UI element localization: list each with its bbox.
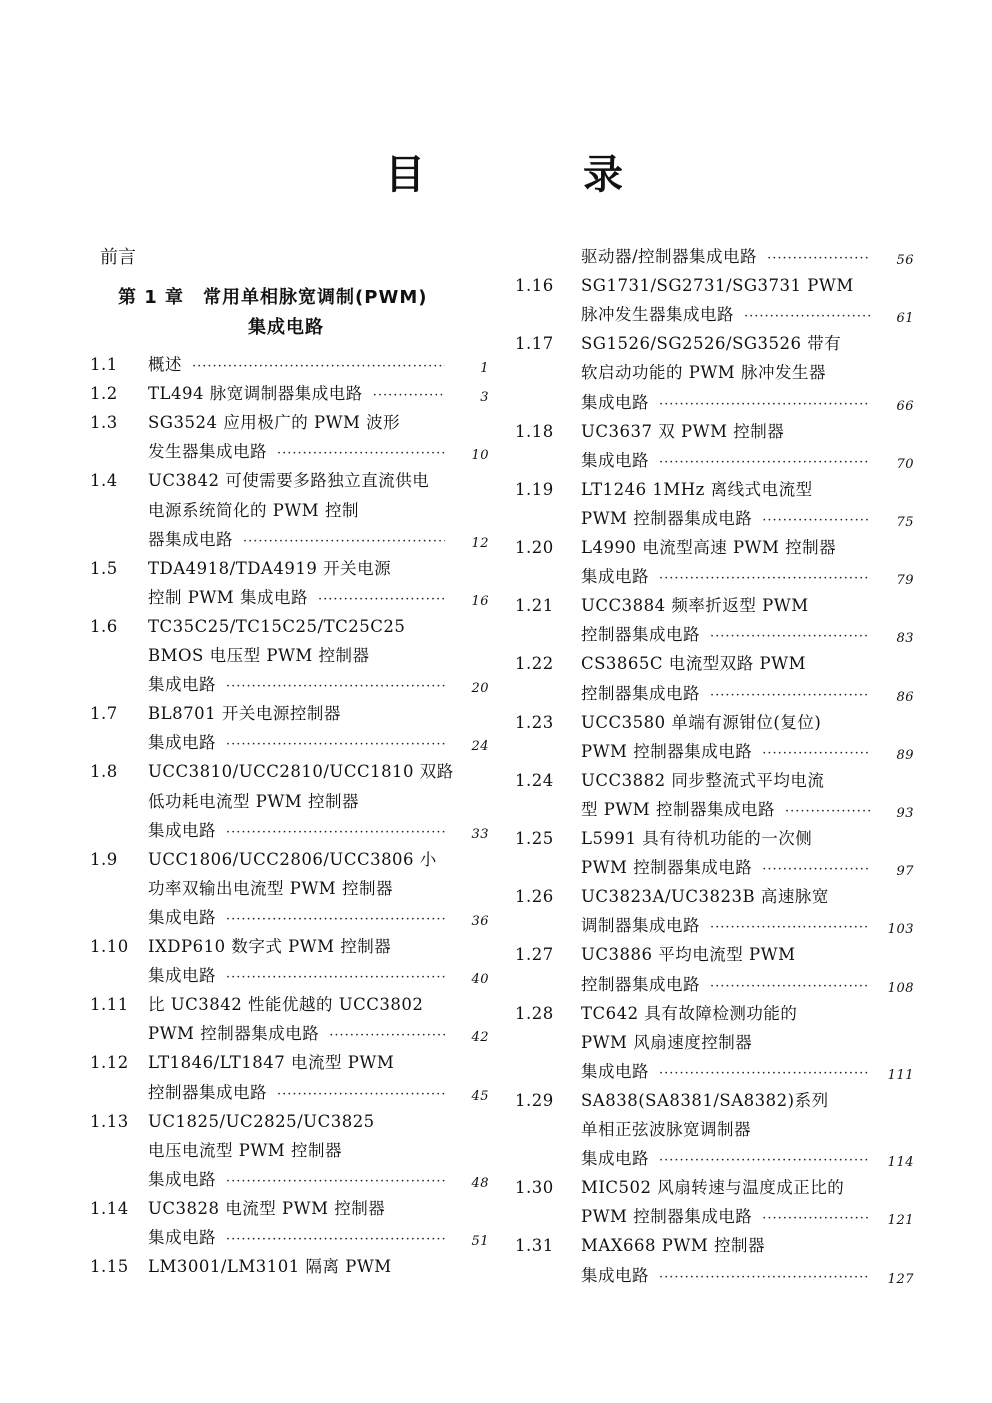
- toc-page-number: 89: [896, 747, 914, 763]
- toc-entry-title: BMOS 电压型 PWM 控制器: [148, 646, 370, 665]
- toc-entry-number: 1.11: [90, 995, 129, 1015]
- preface-entry[interactable]: 前言: [100, 247, 136, 268]
- leader-dots: [710, 620, 870, 649]
- toc-page-number: 93: [896, 805, 914, 821]
- toc-entry-number: 1.23: [515, 712, 554, 732]
- toc-entry-line[interactable]: [90, 670, 489, 699]
- toc-entry-title: 集成电路: [148, 733, 216, 753]
- toc-entry-number: 1.8: [90, 762, 118, 782]
- title-char-1: 目: [385, 152, 425, 198]
- toc-entry-line[interactable]: [515, 1086, 910, 1115]
- toc-page-number: 36: [471, 913, 489, 929]
- toc-entry-line[interactable]: [515, 1231, 910, 1260]
- toc-entry-title: MAX668 PWM 控制器: [581, 1236, 765, 1256]
- toc-entry-title: 比 UC3842 性能优越的 UCC3802: [148, 995, 424, 1015]
- toc-page-number: 83: [896, 631, 914, 647]
- toc-entry-number: 1.27: [515, 945, 554, 965]
- toc-entry-title: 集成电路: [148, 1169, 216, 1189]
- toc-entry-line[interactable]: [515, 446, 914, 475]
- toc-page-number: 48: [471, 1175, 489, 1191]
- toc-entry-line[interactable]: [90, 1136, 485, 1165]
- toc-entry-title: 脉冲发生器集成电路: [581, 305, 734, 325]
- toc-entry-title: UC3886 平均电流型 PWM: [581, 945, 796, 965]
- toc-entry-title: 控制器集成电路: [148, 1082, 267, 1102]
- toc-entry-number: 1.29: [515, 1090, 554, 1110]
- leader-dots: [226, 670, 445, 699]
- leader-dots: [762, 737, 870, 766]
- toc-entry-line[interactable]: [515, 1261, 914, 1290]
- toc-entry-title: PWM 控制器集成电路: [581, 508, 753, 528]
- toc-entry-line[interactable]: [90, 612, 485, 641]
- toc-entry-number: 1.9: [90, 849, 118, 869]
- toc-entry-title: 集成电路: [148, 907, 216, 927]
- leader-dots: [659, 562, 870, 591]
- toc-entry-line[interactable]: [90, 1194, 485, 1223]
- toc-entry-title: TC642 具有故障检测功能的: [581, 1003, 798, 1023]
- toc-entry-line[interactable]: [90, 699, 485, 728]
- toc-entry-title: 电源系统简化的 PWM 控制: [148, 500, 359, 520]
- toc-entry-line[interactable]: [515, 1173, 910, 1202]
- toc-page-number: 103: [887, 922, 914, 938]
- toc-entry-line[interactable]: [90, 466, 485, 495]
- toc-entry-line[interactable]: [515, 358, 910, 387]
- toc-entry-line[interactable]: [90, 1019, 489, 1048]
- leader-dots: [226, 1223, 445, 1252]
- toc-page-number: 70: [896, 456, 914, 472]
- leader-dots: [192, 350, 445, 379]
- toc-entry-line[interactable]: [90, 903, 489, 932]
- toc-entry-title: 控制器集成电路: [581, 974, 700, 994]
- toc-entry-line[interactable]: [90, 787, 485, 816]
- toc-entry-line[interactable]: [90, 583, 489, 612]
- toc-entry-number: 1.7: [90, 704, 118, 724]
- toc-entry-number: 1.2: [90, 384, 118, 404]
- toc-entry-number: 1.21: [515, 596, 554, 616]
- toc-entry-line[interactable]: [90, 350, 489, 379]
- toc-entry-title: 集成电路: [581, 567, 649, 587]
- toc-entry-title: PWM 控制器集成电路: [581, 858, 753, 878]
- toc-entry-number: 1.14: [90, 1198, 129, 1218]
- toc-entry-line[interactable]: [515, 737, 914, 766]
- toc-page-number: 108: [887, 980, 914, 996]
- leader-dots: [762, 504, 870, 533]
- leader-dots: [329, 1019, 445, 1048]
- toc-page-number: 121: [887, 1213, 914, 1229]
- toc-entry-line[interactable]: [90, 554, 485, 583]
- leader-dots: [226, 903, 445, 932]
- toc-entry-line[interactable]: [515, 271, 910, 300]
- toc-entry-number: 1.30: [515, 1178, 554, 1198]
- toc-entry-line[interactable]: [515, 329, 910, 358]
- toc-entry-title: PWM 控制器集成电路: [581, 741, 753, 761]
- toc-entry-line[interactable]: [515, 795, 914, 824]
- toc-entry-line[interactable]: [515, 504, 914, 533]
- toc-entry-title: 发生器集成电路: [148, 442, 267, 462]
- toc-entry-number: 1.16: [515, 276, 554, 296]
- toc-page-number: 51: [471, 1234, 489, 1249]
- leader-dots: [226, 961, 445, 990]
- toc-entry-title: 单相正弦波脉宽调制器: [581, 1120, 751, 1139]
- toc-page-number: 40: [471, 972, 489, 988]
- title-char-2: 录: [583, 152, 623, 198]
- toc-entry-line[interactable]: [90, 408, 485, 437]
- toc-entry-number: 1.10: [90, 937, 129, 956]
- leader-dots: [659, 1144, 870, 1173]
- toc-page-number: 12: [471, 535, 489, 551]
- toc-page-number: 79: [896, 573, 914, 589]
- toc-entry-line[interactable]: [515, 562, 914, 591]
- leader-dots: [226, 816, 445, 845]
- toc-entry-title: 型 PWM 控制器集成电路: [581, 799, 775, 819]
- toc-entry-title: MIC502 风扇转速与温度成正比的: [581, 1178, 845, 1198]
- toc-entry-title: SG3524 应用极广的 PWM 波形: [148, 413, 401, 433]
- toc-entry-line[interactable]: [515, 853, 914, 882]
- leader-dots: [659, 1057, 870, 1086]
- toc-page-number: 24: [471, 739, 489, 755]
- toc-page-number: 56: [896, 253, 914, 268]
- toc-entry-title: 集成电路: [581, 1061, 649, 1081]
- toc-entry-line[interactable]: [515, 417, 910, 446]
- toc-entry-line[interactable]: [515, 475, 910, 504]
- toc-entry-line[interactable]: [515, 708, 910, 737]
- toc-entry-title: UC3842 可使需要多路独立直流供电: [148, 471, 430, 491]
- toc-entry-number: 1.24: [515, 770, 554, 790]
- toc-entry-number: 1.13: [90, 1111, 129, 1131]
- toc-page-number: 111: [887, 1067, 914, 1083]
- toc-entry-line[interactable]: [515, 1057, 914, 1086]
- toc-entry-line[interactable]: [515, 1144, 914, 1173]
- leader-dots: [762, 1202, 870, 1231]
- toc-entry-title: L4990 电流型高速 PWM 控制器: [581, 538, 837, 557]
- toc-page-number: 20: [471, 681, 489, 697]
- toc-entry-title: LM3001/LM3101 隔离 PWM: [148, 1257, 392, 1277]
- toc-page-number: 127: [887, 1271, 914, 1287]
- toc-entry-title: 集成电路: [148, 1228, 216, 1247]
- toc-entry-line[interactable]: [90, 728, 489, 757]
- toc-entry-number: 1.6: [90, 616, 118, 636]
- toc-entry-title: 集成电路: [581, 450, 649, 470]
- toc-entry-number: 1.15: [90, 1257, 129, 1277]
- toc-entry-title: PWM 控制器集成电路: [148, 1024, 320, 1044]
- toc-entry-number: 1.19: [515, 479, 554, 499]
- toc-entry-title: 概述: [148, 355, 182, 374]
- toc-entry-line[interactable]: [515, 911, 914, 940]
- toc-entry-line[interactable]: [90, 525, 489, 554]
- leader-dots: [226, 1165, 445, 1194]
- toc-entry-line[interactable]: [515, 882, 910, 911]
- toc-entry-line[interactable]: [515, 766, 910, 795]
- toc-entry-line[interactable]: [515, 999, 910, 1028]
- toc-entry-title: UCC3580 单端有源钳位(复位): [581, 712, 822, 732]
- toc-entry-line[interactable]: [90, 990, 485, 1019]
- toc-entry-title: 控制 PWM 集成电路: [148, 587, 308, 607]
- toc-page-number: 86: [896, 689, 914, 705]
- leader-dots: [767, 242, 870, 271]
- toc-entry-title: BL8701 开关电源控制器: [148, 704, 341, 724]
- leader-dots: [277, 1078, 445, 1107]
- leader-dots: [659, 388, 870, 417]
- toc-entry-line[interactable]: [90, 1107, 485, 1136]
- toc-entry-line[interactable]: [515, 1202, 914, 1231]
- toc-page-number: 33: [471, 826, 489, 842]
- toc-entry-line[interactable]: [90, 1252, 485, 1281]
- toc-entry-title: L5991 具有待机功能的一次侧: [581, 829, 813, 848]
- toc-entry-line[interactable]: [90, 932, 485, 961]
- toc-page-number: 66: [896, 398, 914, 414]
- toc-entry-line[interactable]: [90, 437, 489, 466]
- leader-dots: [243, 525, 445, 554]
- toc-entry-title: 器集成电路: [148, 529, 233, 549]
- toc-entry-line[interactable]: [515, 649, 910, 678]
- toc-entry-line[interactable]: [90, 1223, 489, 1252]
- toc-entry-title: TDA4918/TDA4919 开关电源: [148, 558, 392, 578]
- toc-entry-line[interactable]: [90, 1048, 485, 1077]
- toc-page-number: 61: [896, 311, 914, 327]
- chapter-heading-line2[interactable]: 集成电路: [248, 317, 324, 338]
- toc-entry-line[interactable]: [90, 757, 485, 786]
- leader-dots: [659, 1261, 870, 1290]
- toc-entry-line[interactable]: [515, 940, 910, 969]
- leader-dots: [373, 379, 445, 408]
- toc-entry-line[interactable]: [90, 845, 485, 874]
- toc-entry-line[interactable]: [90, 1165, 489, 1194]
- toc-entry-line[interactable]: [90, 379, 489, 408]
- chapter-heading[interactable]: 第 1 章 常用单相脉宽调制(PWM): [118, 287, 428, 308]
- toc-page-number: 3: [480, 390, 489, 406]
- toc-entry-title: TC35C25/TC15C25/TC25C25: [148, 616, 406, 636]
- toc-entry-title: UC3828 电流型 PWM 控制器: [148, 1198, 386, 1218]
- toc-entry-title: 集成电路: [581, 1265, 649, 1285]
- leader-dots: [785, 795, 870, 824]
- toc-entry-title: UCC3884 频率折返型 PWM: [581, 596, 809, 616]
- toc-page-number: 75: [896, 514, 914, 530]
- toc-entry-title: 集成电路: [148, 966, 216, 986]
- toc-entry-title: CS3865C 电流型双路 PWM: [581, 654, 806, 674]
- toc-entry-number: 1.17: [515, 334, 554, 354]
- toc-page-number: 42: [471, 1030, 489, 1046]
- toc-entry-title: 软启动功能的 PWM 脉冲发生器: [581, 363, 826, 383]
- toc-entry-title: IXDP610 数字式 PWM 控制器: [148, 937, 392, 956]
- toc-entry-line[interactable]: [515, 1115, 910, 1144]
- toc-entry-line[interactable]: [90, 1078, 489, 1107]
- toc-page-number: 97: [896, 864, 914, 880]
- toc-entry-line[interactable]: [515, 824, 910, 853]
- toc-entry-number: 1.20: [515, 538, 554, 557]
- toc-entry-title: TL494 脉宽调制器集成电路: [148, 384, 363, 404]
- leader-dots: [277, 437, 445, 466]
- toc-entry-number: 1.22: [515, 654, 554, 674]
- leader-dots: [710, 911, 870, 940]
- toc-page-number: 16: [471, 593, 489, 609]
- leader-dots: [710, 970, 870, 999]
- toc-entry-title: 功率双输出电流型 PWM 控制器: [148, 878, 393, 898]
- toc-entry-title: SG1731/SG2731/SG3731 PWM: [581, 276, 854, 296]
- toc-entry-title: LT1846/LT1847 电流型 PWM: [148, 1053, 395, 1073]
- toc-entry-title: LT1246 1MHz 离线式电流型: [581, 479, 813, 499]
- toc-entry-number: 1.5: [90, 558, 118, 578]
- toc-entry-number: 1.12: [90, 1053, 129, 1073]
- toc-entry-title: PWM 控制器集成电路: [581, 1207, 753, 1227]
- toc-entry-line[interactable]: [515, 300, 914, 329]
- leader-dots: [659, 446, 870, 475]
- toc-entry-line[interactable]: [90, 816, 489, 845]
- toc-entry-line[interactable]: [90, 961, 489, 990]
- toc-entry-title: UCC3810/UCC2810/UCC1810 双路: [148, 762, 454, 782]
- toc-entry-title: SG1526/SG2526/SG3526 带有: [581, 334, 842, 354]
- leader-dots: [744, 300, 870, 329]
- toc-entry-title: 调制器集成电路: [581, 916, 700, 936]
- toc-entry-title: UCC3882 同步整流式平均电流: [581, 770, 825, 790]
- toc-entry-line[interactable]: [90, 641, 485, 670]
- toc-entry-number: 1.31: [515, 1236, 554, 1256]
- toc-entry-title: 集成电路: [148, 675, 216, 695]
- leader-dots: [318, 583, 445, 612]
- toc-entry-title: 集成电路: [581, 1149, 649, 1169]
- toc-entry-title: 控制器集成电路: [581, 625, 700, 645]
- toc-page-number: 10: [471, 448, 489, 464]
- toc-entry-title: UC1825/UC2825/UC3825: [148, 1111, 375, 1131]
- toc-entry-number: 1.18: [515, 421, 554, 441]
- leader-dots: [762, 853, 870, 882]
- toc-entry-line[interactable]: [90, 496, 485, 525]
- toc-entry-line[interactable]: [515, 679, 914, 708]
- toc-entry-line[interactable]: [515, 242, 914, 271]
- toc-entry-number: 1.28: [515, 1003, 554, 1023]
- toc-entry-title: UC3823A/UC3823B 高速脉宽: [581, 887, 829, 907]
- toc-page-number: 1: [480, 361, 489, 376]
- toc-entry-title: 控制器集成电路: [581, 683, 700, 703]
- toc-entry-number: 1.1: [90, 355, 118, 374]
- toc-entry-line[interactable]: [515, 533, 910, 562]
- toc-entry-number: 1.3: [90, 413, 118, 433]
- toc-entry-line[interactable]: [515, 591, 910, 620]
- toc-entry-title: 电压电流型 PWM 控制器: [148, 1140, 342, 1160]
- toc-entry-title: 驱动器/控制器集成电路: [581, 247, 758, 266]
- toc-entry-title: UCC1806/UCC2806/UCC3806 小: [148, 849, 437, 869]
- toc-entry-number: 1.4: [90, 471, 118, 491]
- toc-entry-line[interactable]: [515, 620, 914, 649]
- toc-page-number: 114: [887, 1155, 914, 1171]
- toc-page-number: 45: [471, 1088, 489, 1104]
- toc-entry-line[interactable]: [515, 970, 914, 999]
- leader-dots: [226, 728, 445, 757]
- toc-entry-title: 低功耗电流型 PWM 控制器: [148, 791, 359, 811]
- toc-entry-number: 1.26: [515, 887, 554, 907]
- toc-entry-title: PWM 风扇速度控制器: [581, 1032, 753, 1052]
- toc-entry-line[interactable]: [515, 388, 914, 417]
- toc-entry-title: 集成电路: [148, 820, 216, 840]
- toc-entry-line[interactable]: [90, 874, 485, 903]
- toc-entry-title: SA838(SA8381/SA8382)系列: [581, 1090, 829, 1110]
- toc-entry-title: UC3637 双 PWM 控制器: [581, 421, 785, 441]
- leader-dots: [710, 679, 870, 708]
- toc-entry-title: 集成电路: [581, 392, 649, 412]
- toc-entry-line[interactable]: [515, 1028, 910, 1057]
- toc-entry-number: 1.25: [515, 829, 554, 848]
